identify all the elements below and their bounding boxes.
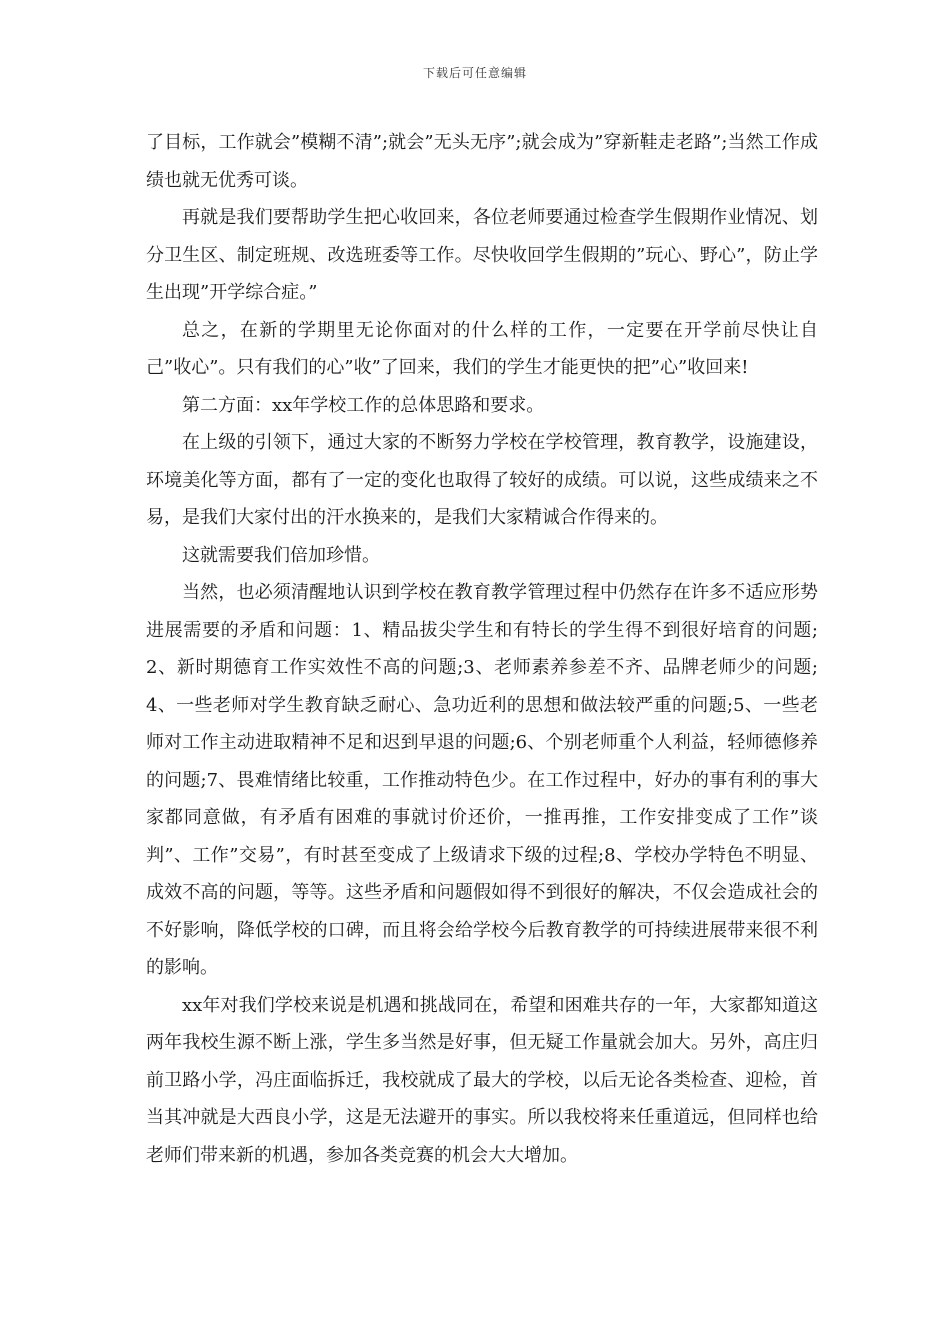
paragraph: 总之，在新的学期里无论你面对的什么样的工作，一定要在开学前尽快让自己”收心”。只有我们的心”收”了回来，我们的学生才能更快的把”心”收回来! <box>146 319 818 378</box>
paragraph: xx年对我们学校来说是机遇和挑战同在，希望和困难共存的一年，大家都知道这两年我校生源不断上涨，学生多当然是好事，但无疑工作量就会加大。另外，高庄归前卫路小学，冯庄面临拆迁，我校就成了最大的学校，以后无论各类检查、迎检，首当其冲就是大西良小学，这是无法避开的事实。所以我校将来任重道远，但同样也给老师们带来新的机遇，参加各类竞赛的机会大大增加。 <box>146 994 818 1166</box>
paragraph: 当然，也必须清醒地认识到学校在教育教学管理过程中仍然存在许多不适应形势进展需要的矛盾和问题：1、精品拔尖学生和有特长的学生得不到很好培育的问题;2、新时期德育工作实效性不高的问题;3、老师素养参差不齐、品牌老师少的问题;4、一些老师对学生教育缺乏耐心、急功近利的思想和做法较严重的问题;5、一些老师对工作主动进取精神不足和迟到早退的问题;6、个别老师重个人利益，轻师德修养的问题;7、畏难情绪比较重，工作推动特色少。在工作过程中，好办的事有利的事大家都同意做，有矛盾有困难的事就讨价还价，一推再推，工作安排变成了工作”谈判”、工作”交易”，有时甚至变成了上级请求下级的过程;8、学校办学特色不明显、成效不高的问题，等等。这些矛盾和问题假如得不到很好的解决，不仅会造成社会的不好影响，降低学校的口碑，而且将会给学校今后教育教学的可持续进展带来很不利的影响。 <box>146 582 818 978</box>
paragraph-continuation: 了目标，工作就会”模糊不清”;就会”无头无序”;就会成为”穿新鞋走老路”;当然工作成绩也就无优秀可谈。 <box>146 132 818 191</box>
paragraph: 在上级的引领下，通过大家的不断努力学校在学校管理，教育教学，设施建设，环境美化等方面，都有了一定的变化也取得了较好的成绩。可以说，这些成绩来之不易，是我们大家付出的汗水换来的，是我们大家精诚合作得来的。 <box>146 432 818 528</box>
section-heading: 第二方面：xx年学校工作的总体思路和要求。 <box>182 394 545 416</box>
paragraph: 再就是我们要帮助学生把心收回来，各位老师要通过检查学生假期作业情况、划分卫生区、制定班规、改选班委等工作。尽快收回学生假期的”玩心、野心”，防止学生出现”开学综合症。” <box>146 207 818 303</box>
paragraph: 这就需要我们倍加珍惜。 <box>182 544 380 566</box>
header-note: 下载后可任意编辑 <box>422 66 527 80</box>
document-body <box>146 124 818 1174</box>
